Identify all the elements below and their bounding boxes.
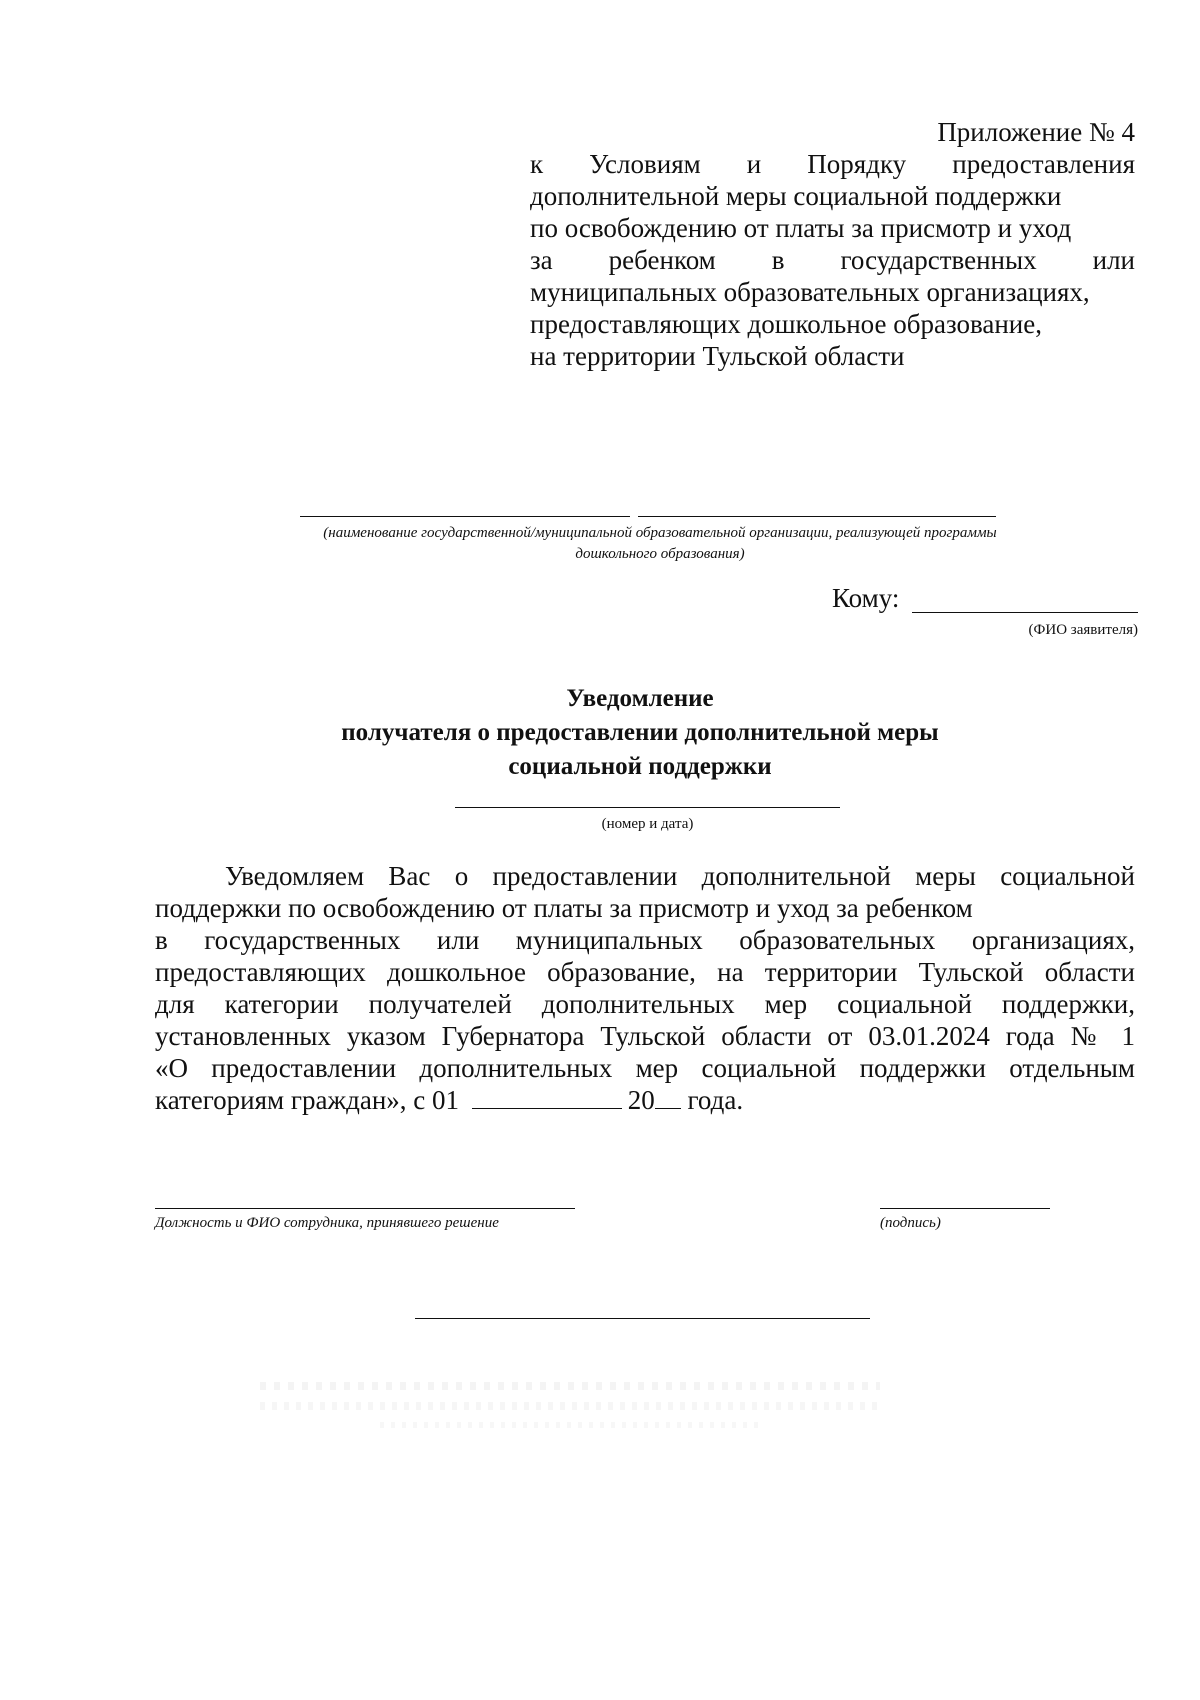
appendix-line: по освобождению от платы за присмотр и уход bbox=[530, 213, 1072, 243]
body-last-line-prefix: категориям граждан», с 01 bbox=[155, 1085, 460, 1115]
body-line: Уведомляем Вас о предоставлении дополнительной меры социальной bbox=[225, 861, 1135, 891]
appendix-title: Приложение № 4 bbox=[937, 117, 1135, 147]
recipient-name-line[interactable] bbox=[912, 612, 1138, 613]
body-line: предоставляющих дошкольное образование, на территории Тульской области bbox=[155, 957, 1135, 987]
number-date-line[interactable] bbox=[455, 807, 840, 808]
appendix-line: муниципальных образовательных организациях, bbox=[530, 277, 1090, 307]
bottom-separator bbox=[415, 1318, 870, 1319]
signature-caption: (подпись) bbox=[880, 1215, 941, 1231]
organization-caption: дошкольного образования) bbox=[575, 546, 745, 562]
body-last-line bbox=[155, 1084, 1135, 1116]
recipient-label: Кому: bbox=[832, 583, 900, 613]
body-line: для категории получателей дополнительных мер социальной поддержки, bbox=[155, 989, 1135, 1019]
bleed-through-marks bbox=[260, 1376, 880, 1446]
recipient-caption: (ФИО заявителя) bbox=[1028, 622, 1138, 638]
position-name-line[interactable] bbox=[155, 1208, 575, 1209]
organization-name-line[interactable] bbox=[300, 516, 630, 517]
notice-heading: социальной поддержки bbox=[508, 753, 772, 780]
body-line: «О предоставлении дополнительных мер социальной поддержки отдельным bbox=[155, 1053, 1135, 1083]
body-line: установленных указом Губернатора Тульской области от 03.01.2024 года № 1 bbox=[155, 1021, 1135, 1051]
appendix-line: к Условиям и Порядку предоставления bbox=[530, 149, 1135, 179]
notice-heading: Уведомление bbox=[566, 685, 714, 712]
appendix-line: за ребенком в государственных или bbox=[530, 245, 1135, 275]
year-prefix: 20 bbox=[627, 1085, 655, 1115]
number-date-caption: (номер и дата) bbox=[601, 816, 694, 832]
appendix-line: на территории Тульской области bbox=[530, 341, 905, 371]
year-blank[interactable] bbox=[655, 1084, 681, 1109]
signature-line[interactable] bbox=[880, 1208, 1050, 1209]
body-line: в государственных или муниципальных образовательных организациях, bbox=[155, 925, 1135, 955]
appendix-line: дополнительной меры социальной поддержки bbox=[530, 181, 1062, 211]
month-blank[interactable] bbox=[472, 1084, 622, 1109]
body-line: поддержки по освобождению от платы за присмотр и уход за ребенком bbox=[155, 893, 973, 923]
body-last-line-suffix: года. bbox=[687, 1085, 744, 1115]
organization-caption: (наименование государственной/муниципальной образовательной организации, реализующей программы bbox=[323, 525, 997, 541]
notice-heading: получателя о предоставлении дополнительной меры bbox=[341, 719, 939, 746]
appendix-line: предоставляющих дошкольное образование, bbox=[530, 309, 1042, 339]
position-caption: Должность и ФИО сотрудника, принявшего решение bbox=[155, 1215, 499, 1231]
organization-name-line[interactable] bbox=[638, 516, 996, 517]
